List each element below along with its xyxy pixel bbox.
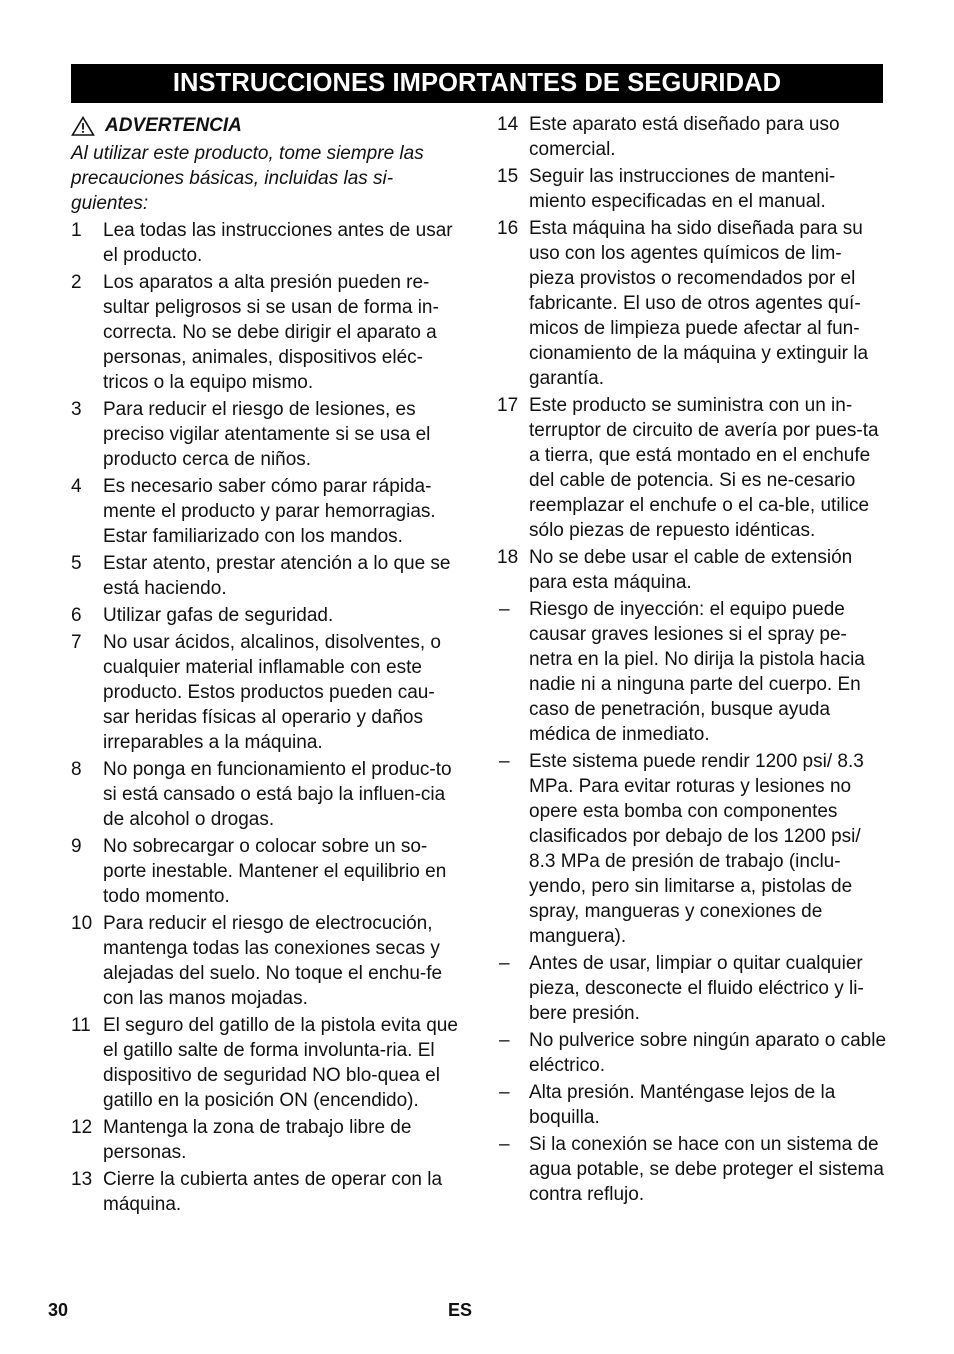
- warning-header: [71, 112, 461, 139]
- list-item: [497, 216, 887, 391]
- item-number: 5: [71, 553, 82, 574]
- list-item: [71, 1013, 461, 1113]
- item-text: Para reducir el riesgo de electrocución, mantenga todas las conexiones secas y alejadas del suelo. No toque el enchu-fe con las manos mojadas.: [103, 913, 443, 1009]
- item-text: Seguir las instrucciones de manteni-miento especificadas en el manual.: [529, 166, 836, 212]
- item-text: Este producto se suministra con un in-terruptor de circuito de avería por pues-ta a tierra, que está montado en el enchufe del cable de potencia. Si es ne-cesario reemplazar el enchufe o el ca-ble, utilice sólo piezas de repuesto idénticas.: [529, 395, 879, 541]
- item-number: 13: [71, 1169, 93, 1190]
- item-number: 16: [497, 218, 519, 239]
- item-text: Esta máquina ha sido diseñada para su uso con los agentes químicos de lim-pieza provistos o recomendados por el fabricante. El uso de otros agentes quí-micos de limpieza puede afectar al fun-cionamiento de la máquina y extinguir la garantía.: [529, 218, 869, 389]
- left-column: [71, 112, 461, 1219]
- page-title: INSTRUCCIONES IMPORTANTES DE SEGURIDAD: [71, 64, 883, 103]
- item-number: 18: [497, 547, 519, 568]
- right-instruction-list: [497, 112, 887, 595]
- bullet-dash: –: [499, 1082, 510, 1103]
- item-number: 6: [71, 605, 82, 626]
- item-text: Mantenga la zona de trabajo libre de personas.: [103, 1117, 412, 1163]
- item-text: No sobrecargar o colocar sobre un so-porte inestable. Mantener el equilibrio en todo momento.: [103, 836, 447, 907]
- list-item: [71, 397, 461, 472]
- item-text: Los aparatos a alta presión pueden re-sultar peligrosos si se usan de forma in-correcta. No se debe dirigir el aparato a personas, animales, dispositivos eléc-tricos o la equipo mismo.: [103, 272, 439, 393]
- list-item: [71, 1167, 461, 1217]
- list-item: [71, 834, 461, 909]
- warning-triangle-icon: [71, 116, 97, 136]
- list-item: [497, 393, 887, 543]
- bullet-text: Alta presión. Manténgase lejos de la boquilla.: [529, 1082, 836, 1128]
- list-item: [497, 164, 887, 214]
- language-code: ES: [448, 1300, 473, 1320]
- item-number: 10: [71, 913, 93, 934]
- item-text: No usar ácidos, alcalinos, disolventes, o cualquier material inflamable con este producto. Estos productos pueden cau-sar heridas físicas al operario y daños irreparables a la máquina.: [103, 632, 441, 753]
- bullet-item: [497, 1132, 887, 1207]
- bullet-item: [497, 749, 887, 949]
- bullet-dash: –: [499, 1134, 510, 1155]
- item-text: El seguro del gatillo de la pistola evita que el gatillo salte de forma involunta-ria. El dispositivo de seguridad NO blo-quea el gatillo en la posición ON (encendido).: [103, 1015, 458, 1111]
- list-item: [71, 551, 461, 601]
- left-instruction-list: [71, 218, 461, 1217]
- bullet-item: [497, 951, 887, 1026]
- bullet-text: Antes de usar, limpiar o quitar cualquier pieza, desconecte el fluido eléctrico y li-bere presión.: [529, 953, 864, 1024]
- bullet-list: [497, 597, 887, 1207]
- item-number: 8: [71, 759, 82, 780]
- item-number: 3: [71, 399, 82, 420]
- bullet-dash: –: [499, 599, 510, 620]
- list-item: [497, 545, 887, 595]
- list-item: [71, 630, 461, 755]
- list-item: [71, 757, 461, 832]
- item-number: 17: [497, 395, 519, 416]
- item-number: 4: [71, 476, 82, 497]
- bullet-dash: –: [499, 751, 510, 772]
- bullet-text: Este sistema puede rendir 1200 psi/ 8.3 MPa. Para evitar roturas y lesiones no opere esta bomba con componentes clasificados por debajo de los 1200 psi/ 8.3 MPa de presión de trabajo (inclu-yendo, pero sin limitarse a, pistolas de spray, mangueras y conexiones de manguera).: [529, 751, 864, 947]
- item-text: Cierre la cubierta antes de operar con la máquina.: [103, 1169, 443, 1215]
- list-item: [497, 112, 887, 162]
- right-column: [497, 112, 887, 1209]
- item-number: 7: [71, 632, 82, 653]
- bullet-dash: –: [499, 1030, 510, 1051]
- bullet-text: Riesgo de inyección: el equipo puede causar graves lesiones si el spray pe-netra en la piel. No dirija la pistola hacia nadie ni a ninguna parte del cuerpo. En caso de penetración, busque ayuda médica de inmediato.: [529, 599, 865, 745]
- bullet-text: No pulverice sobre ningún aparato o cable eléctrico.: [529, 1030, 887, 1076]
- item-text: No ponga en funcionamiento el produc-to si está cansado o está bajo la influen-cia de alcohol o drogas.: [103, 759, 452, 830]
- list-item: [71, 1115, 461, 1165]
- item-number: 9: [71, 836, 82, 857]
- list-item: [71, 270, 461, 395]
- warning-intro: Al utilizar este producto, tome siempre las precauciones básicas, incluidas las si-guientes:: [71, 143, 424, 214]
- item-number: 1: [71, 220, 82, 241]
- item-text: Este aparato está diseñado para uso comercial.: [529, 114, 840, 160]
- item-number: 12: [71, 1117, 93, 1138]
- item-number: 11: [71, 1015, 91, 1036]
- item-text: Para reducir el riesgo de lesiones, es preciso vigilar atentamente si se usa el producto cerca de niños.: [103, 399, 431, 470]
- list-item: [71, 603, 461, 628]
- bullet-item: [497, 1080, 887, 1130]
- item-text: Estar atento, prestar atención a lo que se está haciendo.: [103, 553, 451, 599]
- bullet-item: [497, 1028, 887, 1078]
- warning-label: ADVERTENCIA: [105, 115, 242, 136]
- item-number: 15: [497, 166, 519, 187]
- item-text: Lea todas las instrucciones antes de usar el producto.: [103, 220, 453, 266]
- bullet-dash: –: [499, 953, 510, 974]
- list-item: [71, 911, 461, 1011]
- item-text: Utilizar gafas de seguridad.: [103, 605, 334, 626]
- item-text: Es necesario saber cómo parar rápida-mente el producto y parar hemorragias. Estar familiarizado con los mandos.: [103, 476, 436, 547]
- item-text: No se debe usar el cable de extensión para esta máquina.: [529, 547, 853, 593]
- bullet-text: Si la conexión se hace con un sistema de agua potable, se debe proteger el sistema contra reflujo.: [529, 1134, 884, 1205]
- page-number: 30: [48, 1300, 69, 1320]
- list-item: [71, 218, 461, 268]
- list-item: [71, 474, 461, 549]
- item-number: 14: [497, 114, 519, 135]
- bullet-item: [497, 597, 887, 747]
- item-number: 2: [71, 272, 82, 293]
